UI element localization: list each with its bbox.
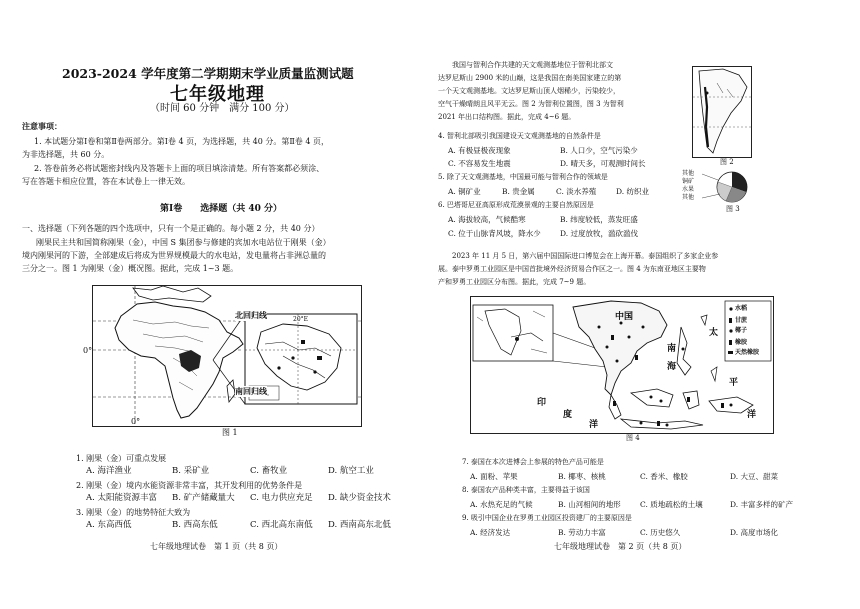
- equator-label: 0°: [83, 346, 93, 355]
- map4-label-south: 南: [667, 344, 677, 354]
- map4-label-indian-3: 洋: [589, 420, 599, 430]
- right-page: [430, 0, 860, 609]
- map4-label-indian-1: 印: [537, 398, 547, 408]
- legend-rubber: 橡胶: [735, 339, 748, 346]
- figure-1-map: [83, 285, 362, 427]
- prime-meridian-label: 0°: [131, 417, 141, 426]
- q1-stem: 1. 刚果（金）可重点发展: [76, 454, 167, 463]
- q7-option-c[interactable]: C. 香米、橡胶: [640, 472, 688, 481]
- figure-4-caption: 图 4: [626, 434, 640, 442]
- question-intro: 一、选择题（下列各题的四个选项中，只有一个是正确的。每小题 2 分，共 40 分）: [22, 224, 320, 233]
- q4-option-c[interactable]: C. 不容易发生地震: [448, 159, 511, 168]
- q7-option-d[interactable]: D. 大豆、甜菜: [730, 472, 779, 481]
- q5-option-c[interactable]: C. 淡水养殖: [556, 187, 597, 196]
- q4-option-b[interactable]: B. 人口少，空气污染少: [560, 146, 638, 155]
- q5-option-b[interactable]: B. 贵金属: [502, 187, 535, 196]
- fig3-label-0: 其他: [682, 170, 695, 177]
- figure-1-caption: 图 1: [222, 428, 238, 437]
- notice-1a: 1. 本试题分第Ⅰ卷和第Ⅱ卷两部分。第Ⅰ卷 4 页，为选择题，共 40 分。第Ⅱ卷 4 页，: [34, 137, 329, 146]
- q1-option-d[interactable]: D. 航空工业: [328, 466, 374, 476]
- q6-option-c[interactable]: C. 位于山脉背风坡，降水少: [448, 229, 541, 238]
- legend-sugarcane: 甘蔗: [735, 317, 748, 324]
- q8-option-d[interactable]: D. 丰富多样的矿产: [730, 500, 794, 509]
- figure-4-map: [470, 296, 774, 434]
- q6-option-d[interactable]: D. 过度放牧，滥砍滥伐: [560, 229, 639, 238]
- passage-1a: 刚果民主共和国简称刚果（金），中国 S 集团参与修建的宾加水电站位于刚果（金）: [36, 238, 331, 247]
- passage-2d: 空气干燥晴朗且风平无云。图 2 为智利位置图，图 3 为智利: [438, 100, 624, 108]
- passage-3a: 2023 年 11 月 5 日，第六届中国国际进口博览会在上海开幕。泰国组织了多家企业参: [452, 252, 719, 260]
- q7-option-b[interactable]: B. 椰枣、核桃: [558, 472, 606, 481]
- map4-label-sea: 海: [667, 362, 677, 372]
- page-footer-1: 七年级地理试卷 第 1 页（共 8 页）: [150, 542, 283, 551]
- q9-option-d[interactable]: D. 高度市场化: [730, 528, 779, 537]
- q5-option-d[interactable]: D. 纺织业: [616, 187, 650, 196]
- q9-stem: 9. 吸引中国企业在罗勇工业园区投资建厂的主要原因是: [462, 514, 632, 522]
- q7-option-a[interactable]: A. 面粉、苹果: [470, 472, 518, 481]
- inset-longitude-label: 20°E: [293, 316, 309, 323]
- notice-2b: 写在答题卡相应位置，答在本试卷上一律无效。: [22, 177, 190, 186]
- q1-option-b[interactable]: B. 采矿业: [172, 466, 210, 476]
- passage-2c: 一个天文观测基地。文达罗尼斯山顶人烟稀少，污染较少，: [438, 87, 620, 95]
- subject-title: 七年级地理: [170, 84, 265, 105]
- fig3-label-2: 水果: [682, 186, 695, 193]
- q5-option-a[interactable]: A. 铜矿业: [448, 187, 481, 196]
- q2-option-d[interactable]: D. 缺少资金技术: [328, 493, 391, 503]
- passage-1b: 境内刚果河的下游，全部建成后将成为世界规模最大的水电站，发电量将占非洲总量的: [22, 251, 326, 260]
- fig3-label-3: 其他: [682, 194, 695, 201]
- passage-2a: 我国与智利合作共建的天文观测基地位于智利北部文: [452, 61, 613, 69]
- q6-option-a[interactable]: A. 海拔较高，气候酷寒: [448, 215, 526, 224]
- passage-1c: 三分之一。图 1 为刚果（金）概况图。据此，完成 1~3 题。: [22, 264, 239, 273]
- q7-stem: 7. 泰国在本次进博会上参展的特色产品可能是: [462, 458, 604, 466]
- q4-option-a[interactable]: A. 有极昼极夜现象: [448, 146, 511, 155]
- q3-option-c[interactable]: C. 西北高东南低: [250, 520, 313, 530]
- q5-stem: 5. 除了天文观测基地，中国最可能与智利合作的领域是: [438, 173, 608, 181]
- q6-option-b[interactable]: B. 纬度较低，蒸发旺盛: [560, 215, 638, 224]
- legend-natural-rubber: 天然橡胶: [735, 349, 760, 356]
- q6-stem: 6. 巴塔哥尼亚高原形成荒漠景观的主要自然原因是: [438, 201, 594, 209]
- q8-stem: 8. 泰国农产品种类丰富，主要得益于该国: [462, 486, 590, 494]
- q4-stem: 4. 智利北部吸引我国建设天文观测基地的自然条件是: [438, 132, 601, 140]
- passage-2b: 达罗尼斯山 2900 米的山巅，这是我国在南美国家建立的第: [438, 74, 622, 82]
- passage-2e: 2021 年出口结构图。据此，完成 4~6 题。: [438, 113, 576, 121]
- section-title: 第Ⅰ卷 选择题（共 40 分）: [160, 204, 283, 214]
- passage-3b: 展。泰中罗勇工业园区是中国首批境外经济贸易合作区之一。图 4 为东南亚地区主要物: [438, 265, 706, 273]
- q1-option-a[interactable]: A. 海洋渔业: [86, 466, 132, 476]
- chile-map-svg: [693, 67, 751, 157]
- exam-time-score: （时间 60 分钟 满分 100 分）: [150, 103, 295, 114]
- q2-option-b[interactable]: B. 矿产储藏量大: [172, 493, 235, 503]
- map4-label-pacific-2: 平: [729, 378, 739, 388]
- map4-label-pacific-1: 太: [709, 328, 719, 338]
- exam-title: 2023-2024 学年度第二学期期末学业质量监测试题: [62, 66, 354, 81]
- africa-map-svg: [93, 286, 361, 426]
- q8-option-b[interactable]: B. 山河相间的地形: [558, 500, 621, 509]
- figure-3-chart: [682, 170, 754, 204]
- q9-option-b[interactable]: B. 劳动力丰富: [558, 528, 606, 537]
- passage-3c: 产和罗勇工业园区分布图。据此，完成 7~9 题。: [438, 278, 591, 286]
- q2-stem: 2. 刚果（金）境内水能资源非常丰富，其开发利用的优势条件是: [76, 481, 303, 490]
- tropic-of-cancer-label: 北回归线: [235, 310, 267, 320]
- legend-rice: 水稻: [735, 305, 748, 312]
- q4-option-d[interactable]: D. 晴天多，可观测时间长: [560, 159, 646, 168]
- q3-option-b[interactable]: B. 西高东低: [172, 520, 218, 530]
- fig3-label-1: 铜矿: [682, 178, 695, 185]
- notice-2a: 2. 答卷前务必将试题密封线内及答题卡上面的项目填涂清楚。所有答案都必须涂、: [34, 164, 325, 173]
- q2-option-a[interactable]: A. 太阳能资源丰富: [86, 493, 158, 503]
- page-footer-2: 七年级地理试卷 第 2 页（共 8 页）: [554, 542, 687, 551]
- q1-option-c[interactable]: C. 畜牧业: [250, 466, 288, 476]
- figure-2-map: [692, 66, 752, 158]
- map4-label-pacific-3: 洋: [747, 410, 757, 420]
- q3-option-a[interactable]: A. 东高西低: [86, 520, 132, 530]
- q2-option-c[interactable]: C. 电力供应充足: [250, 493, 313, 503]
- notice-1b: 为非选择题，共 60 分。: [22, 150, 110, 159]
- map4-label-indian-2: 度: [563, 410, 573, 420]
- figure-2-caption: 图 2: [720, 158, 734, 166]
- legend-coconut: 椰子: [735, 327, 748, 334]
- map4-label-china: 中国: [615, 312, 634, 322]
- tropic-of-capricorn-label: 南回归线: [235, 386, 267, 396]
- q8-option-a[interactable]: A. 水热充足的气候: [470, 500, 533, 509]
- q3-stem: 3. 刚果（金）的地势特征大致为: [76, 508, 191, 517]
- q8-option-c[interactable]: C. 质地疏松的土壤: [640, 500, 703, 509]
- figure-3-caption: 图 3: [726, 205, 740, 213]
- q3-option-d[interactable]: D. 西南高东北低: [328, 520, 391, 530]
- q9-option-a[interactable]: A. 经济发达: [470, 528, 511, 537]
- q9-option-c[interactable]: C. 历史悠久: [640, 528, 681, 537]
- notice-heading: 注意事项：: [22, 121, 62, 131]
